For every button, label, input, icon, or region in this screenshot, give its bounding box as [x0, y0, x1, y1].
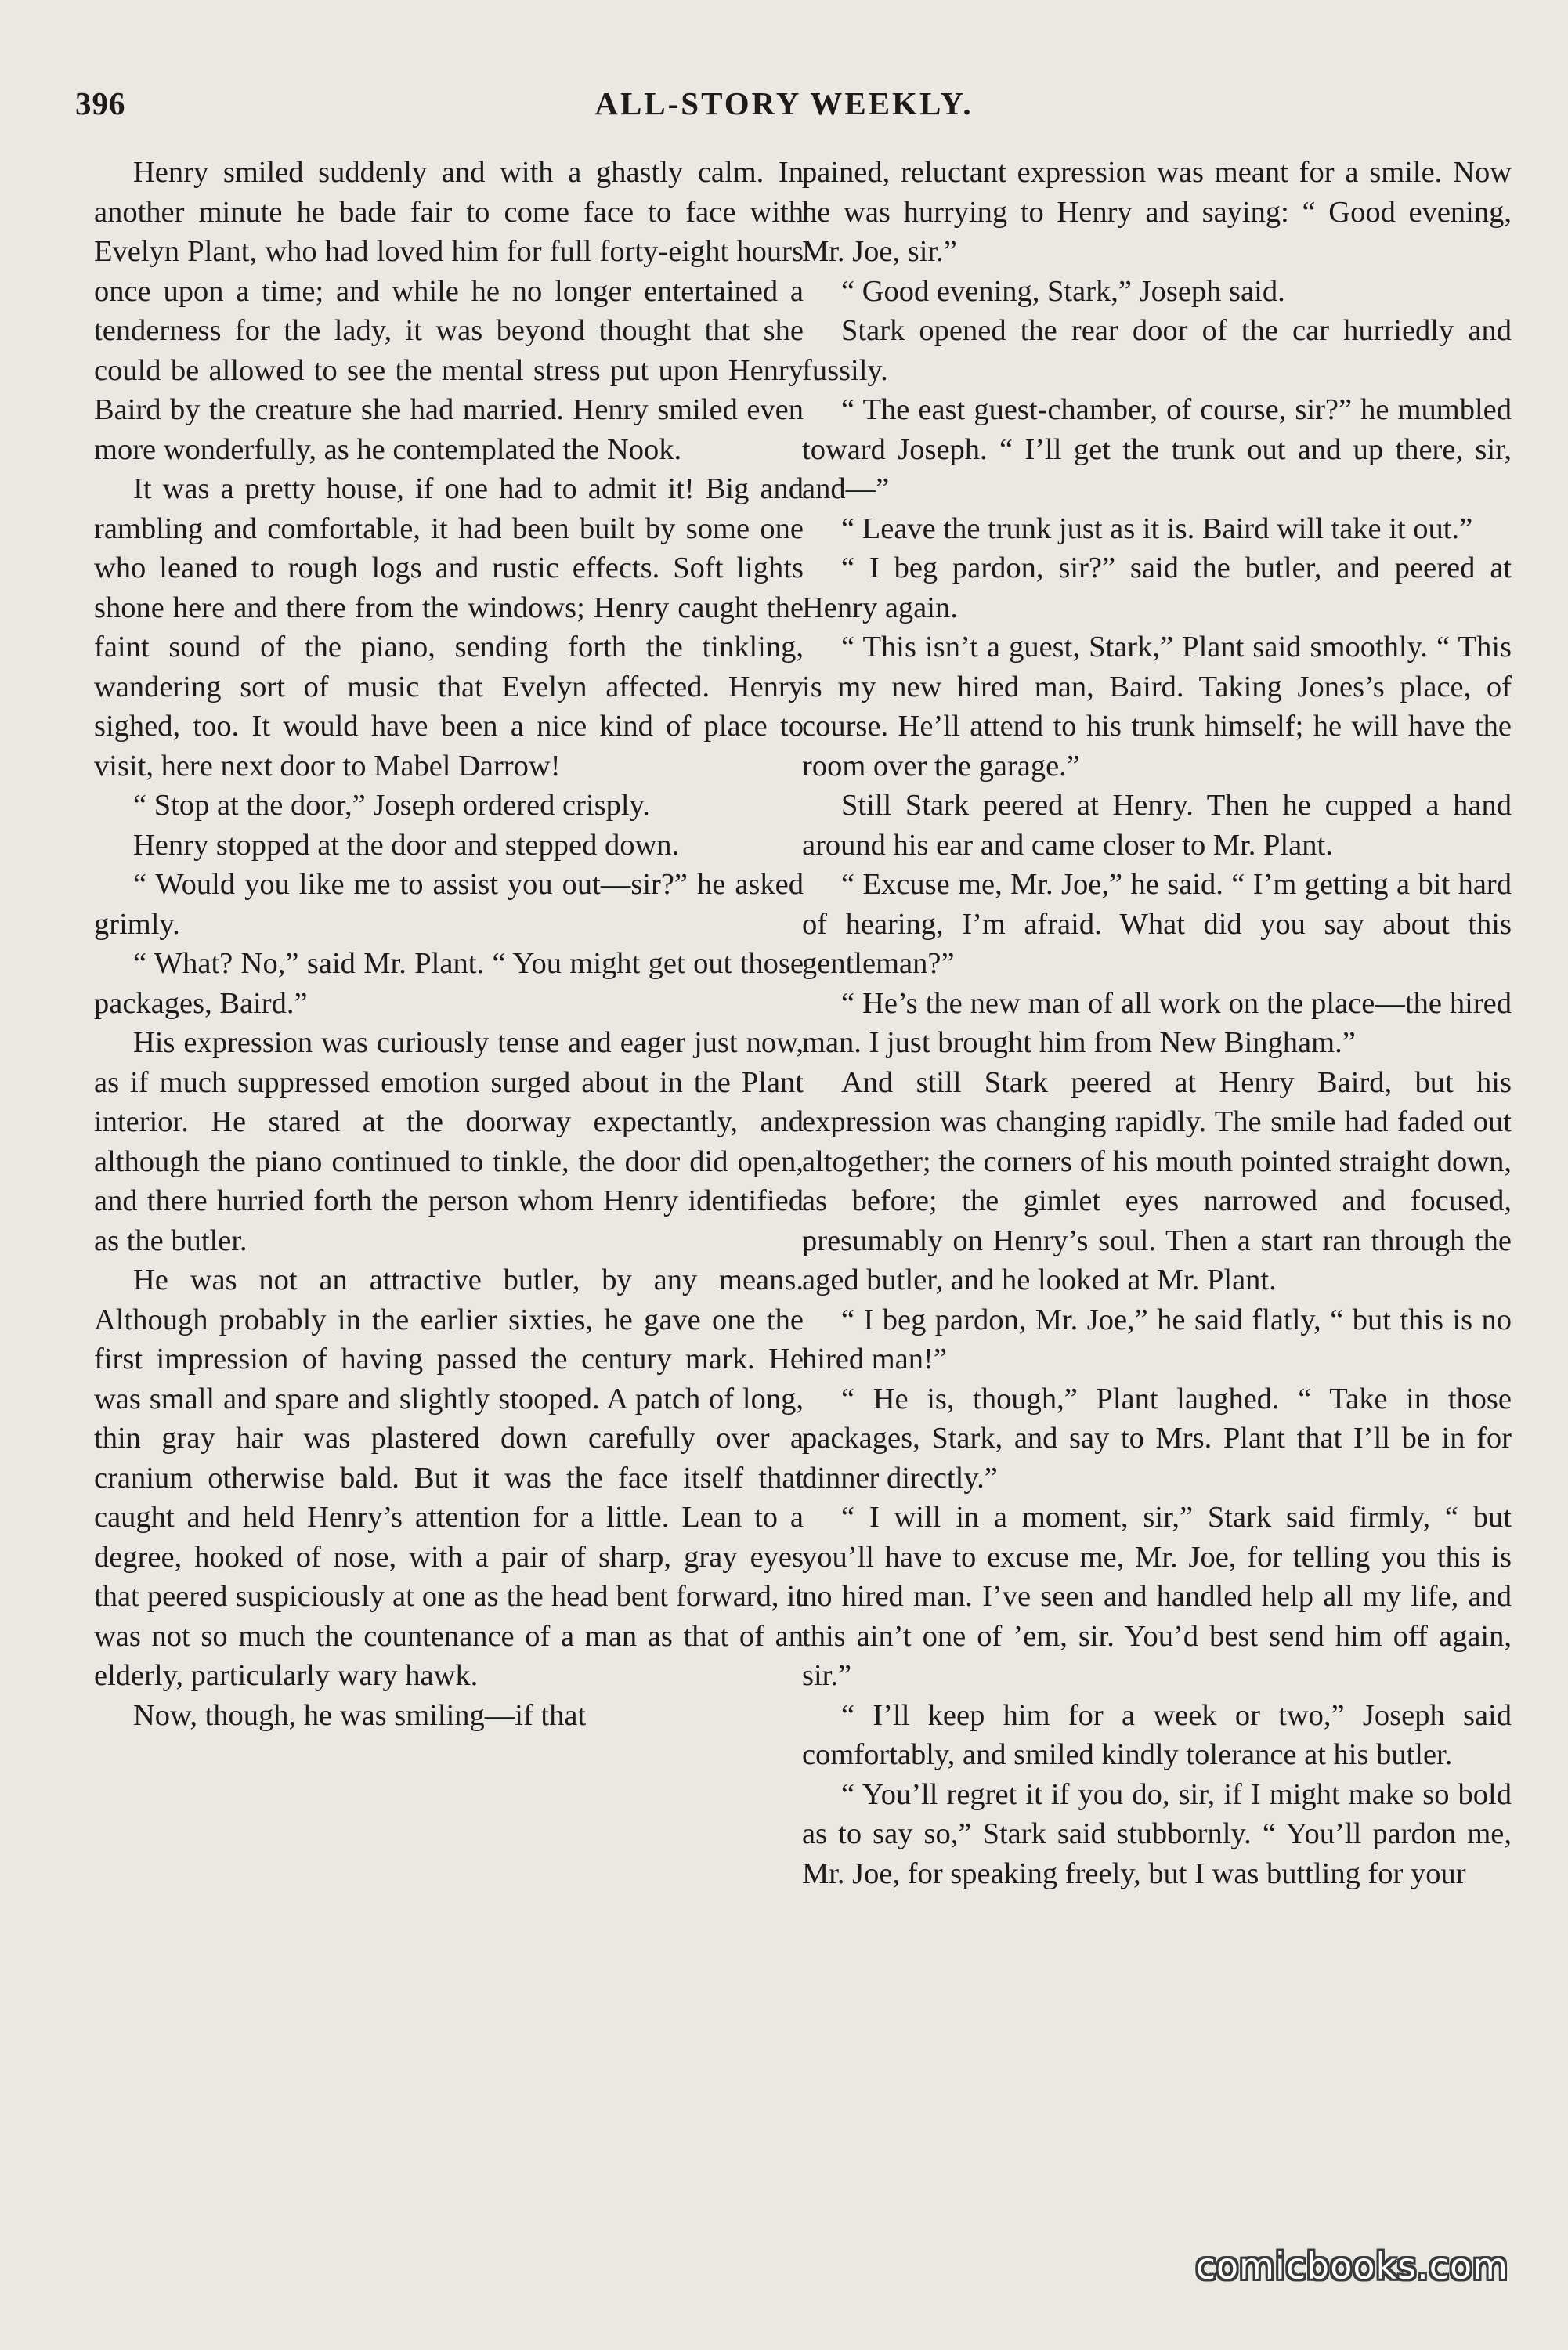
left-column	[94, 153, 804, 1735]
paragraph-continuation: pained, reluctant expression was meant for a smile. Now he was hurrying to Henry and saying: “ Good evening, Mr. Joe, sir.”	[802, 156, 1512, 268]
paragraph: “ He’s the new man of all work on the place—the hired man. I just brought him from New Bingham.”	[802, 986, 1512, 1059]
paragraph: Henry stopped at the door and stepped down.	[133, 828, 680, 862]
paragraph: Now, though, he was smiling—if that	[133, 1698, 587, 1732]
page-number: 396	[75, 85, 126, 121]
paragraph: “ What? No,” said Mr. Plant. “ You might get out those packages, Baird.”	[94, 947, 804, 1020]
paragraph: His expression was curiously tense and eager just now, as if much suppressed emotion surged about in the Plant interior. He stared at the doorway expectantly, and although the piano continued to tinkle, the door did open, and there hurried forth the person whom Henry identified as the butler.	[94, 1026, 804, 1257]
paragraph: “ Would you like me to assist you out—sir?” he asked grimly.	[94, 868, 804, 941]
right-column	[802, 153, 1512, 1893]
paragraph: “ The east guest-chamber, of course, sir?” he mumbled toward Joseph. “ I’ll get the trunk out and up there, sir, and—”	[802, 393, 1512, 505]
paragraph: It was a pretty house, if one had to admit it! Big and rambling and comfortable, it had been built by some one who leaned to rough logs and rustic effects. Soft lights shone here and there from the windows; Henry caught the faint sound of the piano, sending forth the tinkling, wandering sort of music that Evelyn affected. Henry sighed, too. It would have been a nice kind of place to visit, here next door to Mabel Darrow!	[94, 472, 804, 783]
paragraph: Still Stark peered at Henry. Then he cupped a hand around his ear and came closer to Mr. Plant.	[802, 789, 1512, 862]
paragraph: Henry smiled suddenly and with a ghastly calm. In another minute he bade fair to come face to face with Evelyn Plant, who had loved him for full forty-eight hours once upon a time; and while he no longer entertained a tenderness for the lady, it was beyond thought that she could be allowed to see the mental stress put upon Henry Baird by the creature she had married. Henry smiled even more wonderfully, as he contemplated the Nook.	[94, 156, 804, 466]
paragraph: “ Good evening, Stark,” Joseph said.	[841, 274, 1285, 308]
running-head: ALL-STORY WEEKLY.	[594, 85, 974, 121]
paragraph: “ This isn’t a guest, Stark,” Plant said smoothly. “ This is my new hired man, Baird. Taking Jones’s place, of course. He’ll attend to his trunk himself; he will have the room over the garage.”	[802, 631, 1512, 783]
paragraph: “ I beg pardon, Mr. Joe,” he said flatly, “ but this is no hired man!”	[802, 1303, 1512, 1376]
watermark: comicbooks.com	[1195, 2245, 1508, 2287]
paragraph: “ He is, though,” Plant laughed. “ Take in those packages, Stark, and say to Mrs. Plant that I’ll be in for dinner directly.”	[802, 1382, 1512, 1495]
paragraph: He was not an attractive butler, by any means. Although probably in the earlier sixties, he gave one the first impression of having passed the century mark. He was small and spare and slightly stooped. A patch of long, thin gray hair was plastered down carefully over a cranium otherwise bald. But it was the face itself that caught and held Henry’s attention for a little. Lean to a degree, hooked of nose, with a pair of sharp, gray eyes that peered suspiciously at one as the head bent forward, it was not so much the countenance of a man as that of an elderly, particularly wary hawk.	[94, 1264, 804, 1692]
paragraph: “ I’ll keep him for a week or two,” Joseph said comfortably, and smiled kindly tolerance at his butler.	[802, 1698, 1512, 1771]
paragraph: “ You’ll regret it if you do, sir, if I might make so bold as to say so,” Stark said stubbornly. “ You’ll pardon me, Mr. Joe, for speaking freely, but I was buttling for your	[802, 1777, 1512, 1890]
paragraph: And still Stark peered at Henry Baird, but his expression was changing rapidly. The smile had faded out altogether; the corners of his mouth pointed straight down, as before; the gimlet eyes narrowed and focused, presumably on Henry’s soul. Then a start ran through the aged butler, and he looked at Mr. Plant.	[802, 1065, 1512, 1296]
paragraph: “ I will in a moment, sir,” Stark said firmly, “ but you’ll have to excuse me, Mr. Joe, for telling you this is no hired man. I’ve seen and handled help all my life, and this ain’t one of ’em, sir. You’d best send him off again, sir.”	[802, 1501, 1512, 1692]
paragraph: “ Stop at the door,” Joseph ordered crisply.	[133, 789, 650, 822]
paragraph: “ Excuse me, Mr. Joe,” he said. “ I’m getting a bit hard of hearing, I’m afraid. What did you say about this gentleman?”	[802, 868, 1512, 980]
paragraph: Stark opened the rear door of the car hurriedly and fussily.	[802, 314, 1512, 387]
paragraph: “ I beg pardon, sir?” said the butler, and peered at Henry again.	[802, 551, 1512, 624]
paragraph: “ Leave the trunk just as it is. Baird will take it out.”	[841, 512, 1473, 545]
